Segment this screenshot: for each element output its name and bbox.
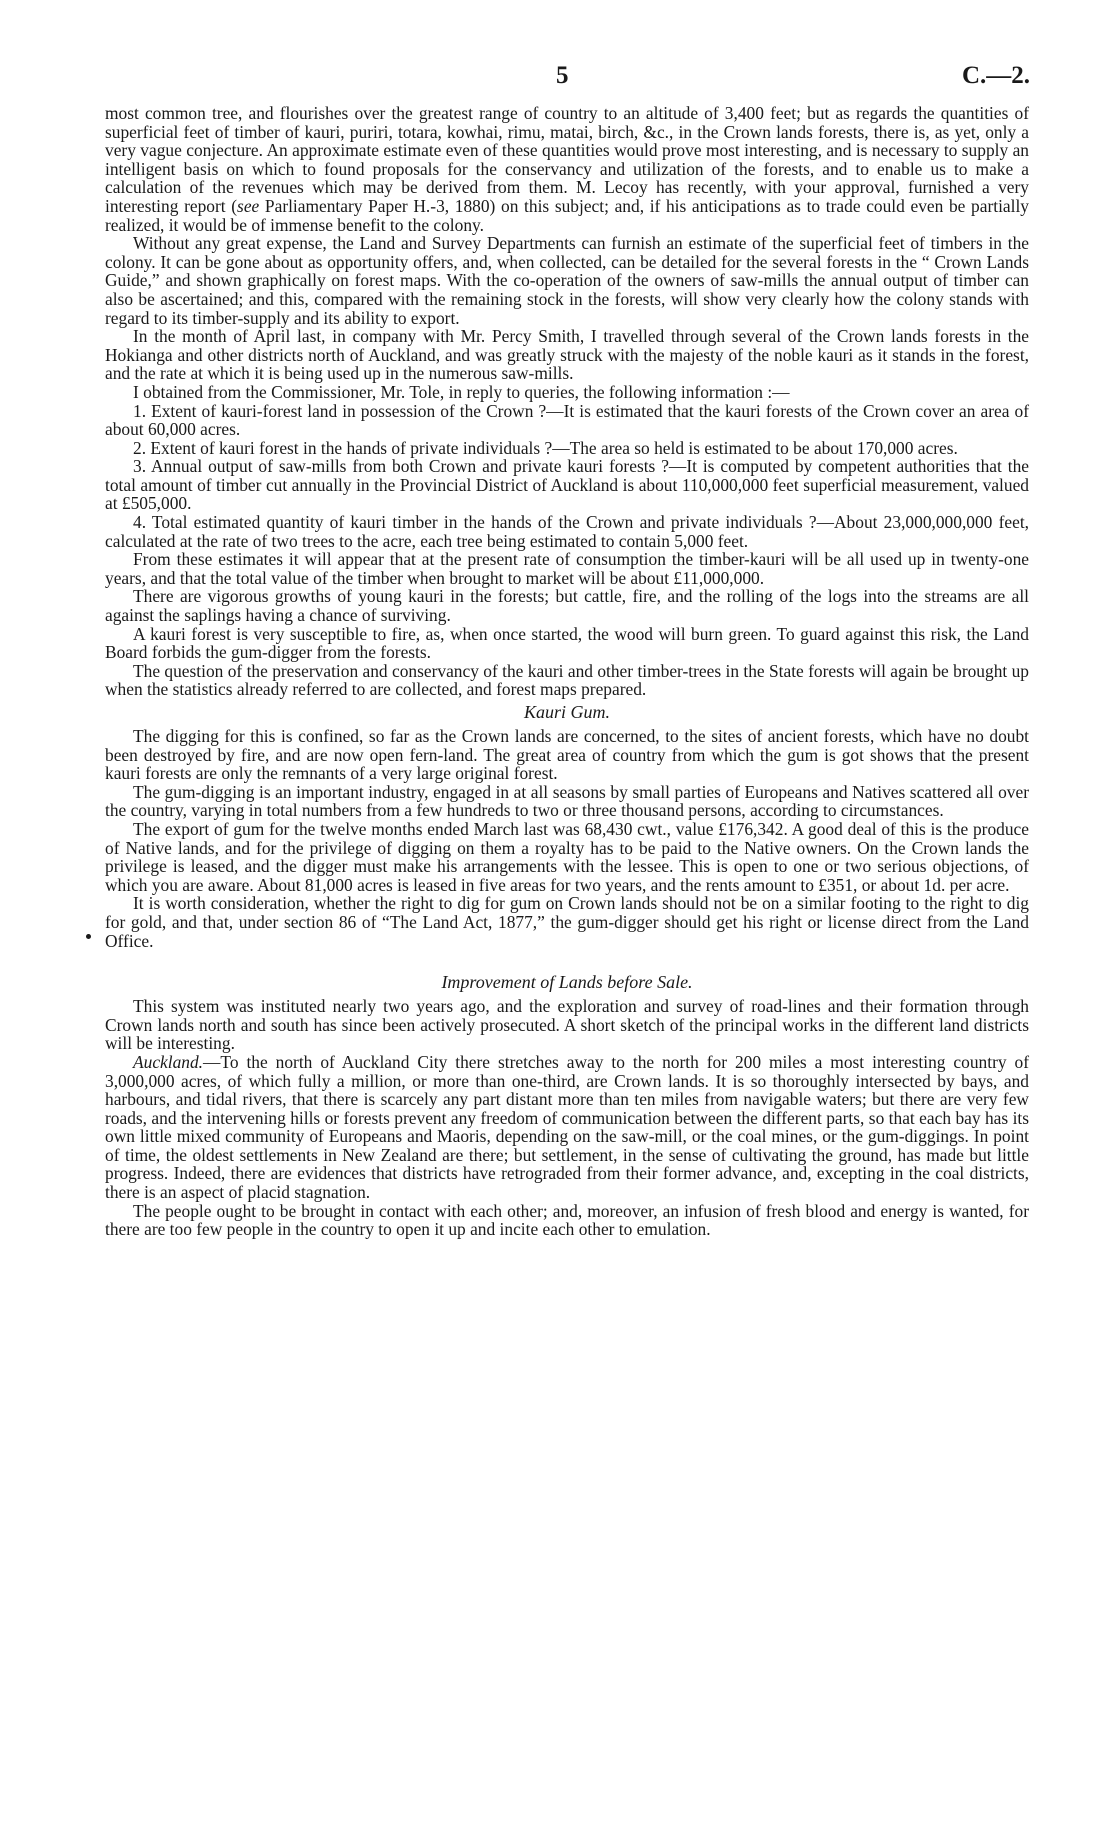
section-heading-kauri-gum: Kauri Gum. — [523, 702, 610, 722]
paragraph: The digging for this is confined, so far as the Crown lands are concerned, to the sites of ancient forests, which have no doubt been destroyed by fire, and are now open fern-land. The great area of country from which the gum is got shows that the present kauri forests are only the remnants of a very large original forest. — [105, 726, 1029, 784]
paragraph: I obtained from the Commissioner, Mr. Tole, in reply to queries, the following information :— — [133, 381, 790, 402]
paragraph: It is worth consideration, whether the right to dig for gum on Crown lands should not be on a similar footing to the right to dig for gold, and that, under section 86 of “The Land Act, 1877,” the gum-digger should get his right or license direct from the Land Office. — [105, 893, 1029, 951]
paragraph: The gum-digging is an important industry, engaged in at all seasons by small parties of Europeans and Natives scattered all over the country, varying in total numbers from a few hundreds to two or three thousand persons, according to circumstances. — [105, 781, 1029, 821]
paragraph: Without any great expense, the Land and Survey Departments can furnish an estimate of the superficial feet of timbers in the colony. It can be gone about as opportunity offers, and, when collected, can be detailed for the several forests in the “ Crown Lands Guide,” and shown graphically on forest maps. With the co-operation of the owners of saw-mills the annual output of timber can also be ascertained; and this, compared with the remaining stock in the forests, will show very clearly how the colony stands with regard to its timber-supply and its ability to export. — [105, 233, 1029, 328]
list-item: 4. Total estimated quantity of kauri timber in the hands of the Crown and private individuals ?—About 23,000,000,000 feet, calculated at the rate of two trees to the acre, each tree being estimated to contain 5,000 feet. — [105, 512, 1029, 551]
list-item: 2. Extent of kauri forest in the hands of private individuals ?—The area so held is estimated to be about 170,000 acres. — [133, 437, 958, 458]
list-item: 1. Extent of kauri-forest land in possession of the Crown ?—It is estimated that the kauri forests of the Crown cover an area of about 60,000 acres. — [105, 400, 1029, 440]
paragraph: The export of gum for the twelve months ended March last was 68,430 cwt., value £176,342. A good deal of this is the produce of Native lands, and for the privilege of digging on them a royalty has to be paid to the Native owners. On the Crown lands the privilege is leased, and the digger must make his arrangements with the lessee. This is open to one or two serious objections, of which you are aware. About 81,000 acres is leased in five areas for two years, and the rents amount to £351, or about 1d. per acre. — [105, 818, 1029, 895]
paragraph: The people ought to be brought in contact with each other; and, moreover, an infusion of fresh blood and energy is wanted, for there are too few people in the country to open it up and incite each other to emulation. — [105, 1200, 1029, 1240]
margin-mark — [86, 934, 91, 939]
paragraph: A kauri forest is very susceptible to fire, as, when once started, the wood will burn green. To guard against this risk, the Land Board forbids the gum-digger from the forests. — [105, 623, 1029, 663]
page-header — [105, 62, 1030, 92]
paragraph: There are vigorous growths of young kauri in the forests; but cattle, fire, and the rolling of the logs into the streams are all against the saplings having a chance of surviving. — [105, 586, 1029, 626]
paragraph: From these estimates it will appear that at the present rate of consumption the timber-kauri will be all used up in twenty-one years, and that the total value of the timber when brought to market will be about £11,000,000. — [105, 549, 1029, 588]
auckland-label: Auckland. — [133, 1051, 204, 1072]
body-text — [105, 104, 1029, 1239]
paragraph: Auckland.—To the north of Auckland City there stretches away to the north for 200 miles a most interesting country of 3,000,000 acres, of which fully a million, or more than one-third, are Crown lands. It is so thoroughly intersected by bays, and harbours, and tidal rivers, that there is scarcely any part distant more than ten miles from navigable waters; but there are very few roads, and the intervening hills or forests prevent any freedom of communication between the different parts, so that each bay has its own little mixed community of Europeans and Maoris, depending on the saw-mill, or the coal mines, or the gum-diggings. In point of time, the oldest settlements in New Zealand are there; but settlement, in the sense of cultivating the ground, has made but little progress. Indeed, there are evidences that districts have retrograded from their former advance, and, excepting in the coal districts, there is an aspect of placid stagnation. — [105, 1051, 1029, 1203]
paragraph: most common tree, and flourishes over the greatest range of country to an altitude of 3,400 feet; but as regards the quantities of superficial feet of timber of kauri, puriri, totara, kowhai, rimu, matai, birch, &c., in the Crown lands forests, there is, as yet, only a very vague conjecture. An approximate estimate even of these quantities would prove most interesting, and is necessary to supply an intelligent basis on which to found proposals for the conservancy and utilization of the forests, and to enable us to make a calculation of the revenues which may be derived from them. M. Lecoy has recently, with your approval, furnished a very interesting report (see Parliamentary Paper H.-3, 1880) on this subject; and, if his anticipations as to trade could even be partially realized, it would be of immense benefit to the colony. — [105, 103, 1029, 235]
section-heading-improvement: Improvement of Lands before Sale. — [441, 972, 693, 993]
paragraph: In the month of April last, in company with Mr. Percy Smith, I travelled through several of the Crown lands forests in the Hokianga and other districts north of Auckland, and was greatly struck with the majesty of the noble kauri as it stands in the forest, and the rate at which it is being used up in the numerous saw-mills. — [105, 326, 1029, 384]
paragraph: The question of the preservation and conservancy of the kauri and other timber-trees in the State forests will again be brought up when the statistics already referred to are collected, and forest maps prepared. — [105, 660, 1029, 700]
document-reference: C.—2. — [961, 62, 1030, 89]
paragraph: This system was instituted nearly two years ago, and the exploration and survey of road-lines and their formation through Crown lands north and south has since been actively prosecuted. A short sketch of the principal works in the different land districts will be interesting. — [105, 996, 1029, 1054]
list-item: 3. Annual output of saw-mills from both Crown and private kauri forests ?—It is computed by competent authorities that the total amount of timber cut annually in the Provincial District of Auckland is about 110,000,000 feet superficial measurement, valued at £505,000. — [105, 456, 1029, 514]
page-number: 5 — [556, 62, 569, 89]
